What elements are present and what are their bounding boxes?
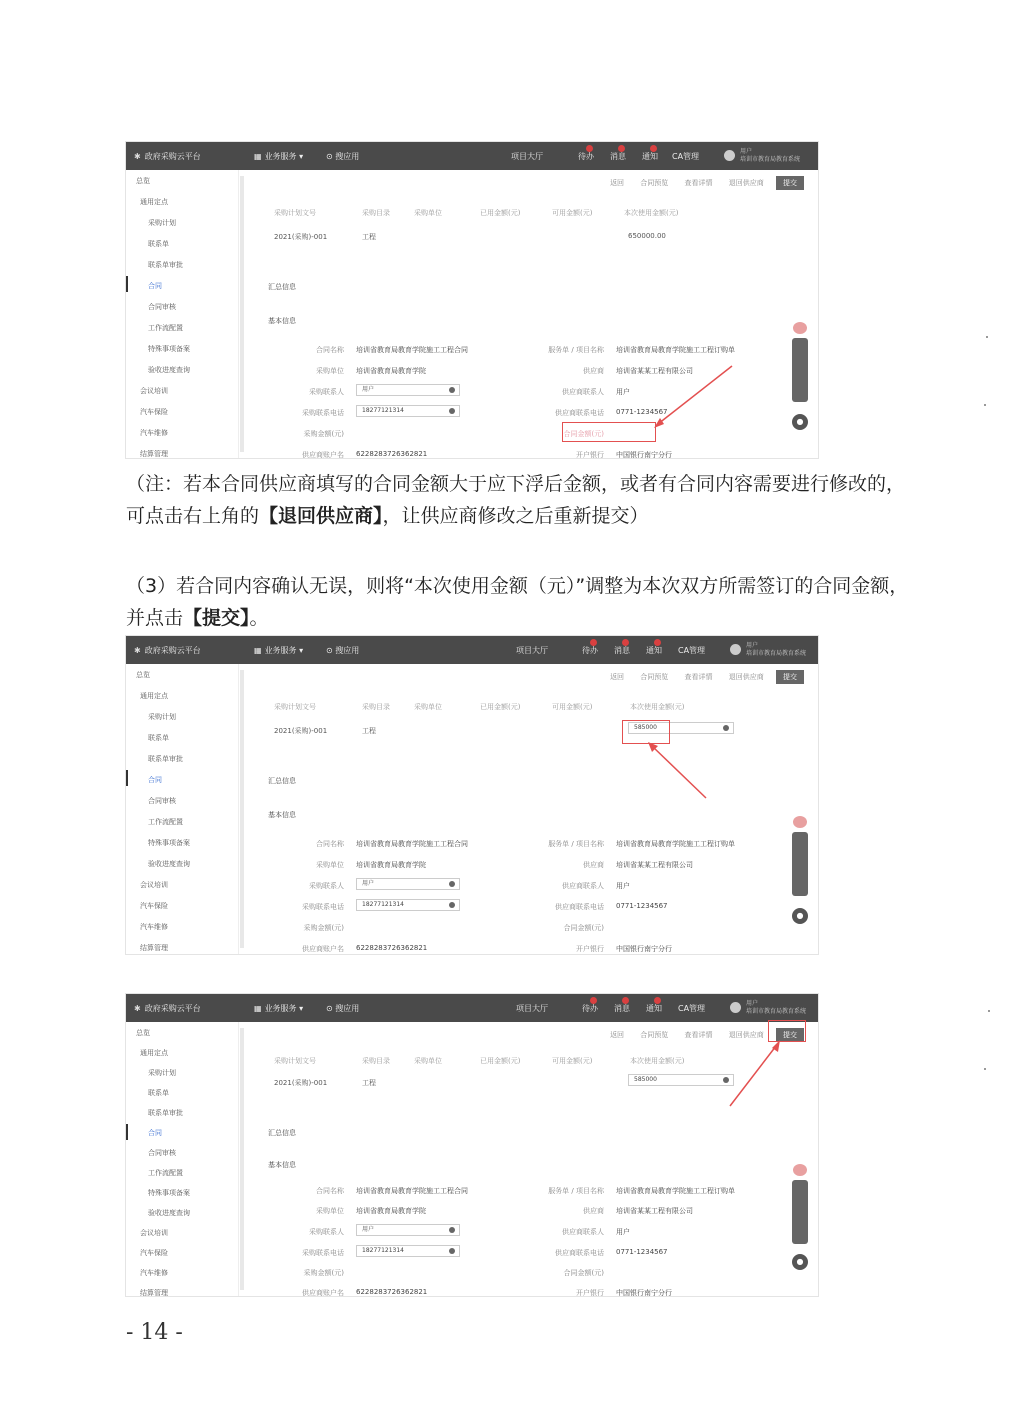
field-label: 合同名称	[316, 346, 344, 354]
field-label: 开户银行	[576, 451, 604, 458]
field-label: 供应商联系电话	[555, 1249, 604, 1257]
phone-input[interactable]: 18277121314	[356, 405, 460, 417]
annotation-arrow	[646, 362, 736, 432]
field-label: 供应商	[583, 367, 604, 375]
field-label: 供应商联系人	[562, 1228, 604, 1236]
top-bar	[126, 636, 818, 664]
field-value: 培训省教育局教育学院施工工程合同	[356, 1187, 468, 1195]
sidebar-item-general[interactable]: 通用定点	[140, 198, 168, 206]
platform-logo[interactable]: ✱ 政府采购云平台	[134, 1004, 201, 1013]
sidebar-item-plan[interactable]: 采购计划	[148, 1069, 176, 1077]
chat-icon[interactable]: ●	[792, 908, 808, 924]
table-cell: 2021(采购)-001	[274, 1079, 328, 1087]
action-tabs	[596, 176, 804, 190]
scan-speck	[984, 1068, 986, 1070]
field-label: 合同名称	[316, 840, 344, 848]
nav-notice[interactable]: 通知	[646, 646, 662, 655]
phone-input[interactable]: 18277121314	[356, 1245, 460, 1257]
sidebar-item-contract-review[interactable]: 合同审核	[148, 797, 176, 805]
sidebar-item-repair[interactable]: 汽车维修	[140, 1269, 168, 1277]
table-cell: 2021(采购)-001	[274, 233, 328, 241]
mascot-icon	[793, 322, 807, 334]
field-label: 供应商联系电话	[555, 409, 604, 417]
nav-message[interactable]: 消息	[614, 646, 630, 655]
field-value: 培训省教育局教育学院施工工程订购单	[616, 346, 735, 354]
field-value: 培训省教育局教育学院施工工程合同	[356, 840, 468, 848]
col-header: 已用金额(元)	[480, 1057, 521, 1065]
field-label: 供应商	[583, 1207, 604, 1215]
sidebar-item-special[interactable]: 特殊事项备案	[148, 345, 190, 353]
sidebar-item-general[interactable]: 通用定点	[140, 692, 168, 700]
avatar[interactable]	[730, 1002, 741, 1013]
sidebar-item-contract-review[interactable]: 合同审核	[148, 1149, 176, 1157]
sidebar-item-contact[interactable]: 联系单	[148, 240, 169, 248]
grid-icon: ▦	[254, 1004, 262, 1013]
clear-icon[interactable]	[449, 1248, 455, 1254]
sidebar-item-insurance[interactable]: 汽车保险	[140, 408, 168, 416]
sidebar-item-acceptance[interactable]: 验收进度查询	[148, 1209, 190, 1217]
field-value: 用户	[616, 882, 630, 890]
sidebar-item-contact-approval[interactable]: 联系单审批	[148, 1109, 183, 1117]
float-toolbar[interactable]	[792, 338, 808, 402]
annotation-arrow	[646, 742, 716, 802]
badge-dot	[654, 997, 661, 1004]
clear-icon[interactable]	[449, 387, 455, 393]
sidebar-item-plan[interactable]: 采购计划	[148, 713, 176, 721]
field-value: 培训省某某工程有限公司	[616, 1207, 693, 1215]
nav-todo[interactable]: 待办	[582, 1004, 598, 1013]
field-value: 6228283726362821	[356, 450, 428, 458]
nav-notice[interactable]: 通知	[642, 152, 658, 161]
field-value: 培训省教育局教育学院施工工程订购单	[616, 840, 735, 848]
clear-icon[interactable]	[449, 881, 455, 887]
active-indicator	[126, 276, 128, 292]
field-label: 采购单位	[316, 861, 344, 869]
field-value: 中国银行南宁分行	[616, 451, 672, 458]
contact-input[interactable]: 用户	[356, 384, 460, 396]
sidebar-item-plan[interactable]: 采购计划	[148, 219, 176, 227]
field-label: 服务单 / 项目名称	[548, 1187, 604, 1195]
amount-input[interactable]: 585000	[628, 1074, 734, 1086]
grid-icon: ▦	[254, 152, 262, 161]
submit-button[interactable]: 提交	[776, 670, 804, 684]
field-label: 供应商账户名	[302, 945, 344, 953]
sidebar-item-meeting[interactable]: 会议培训	[140, 387, 168, 395]
basic-title: 基本信息	[268, 1161, 296, 1169]
submit-button[interactable]: 提交	[776, 1028, 804, 1042]
field-label: 供应商联系电话	[555, 903, 604, 911]
float-toolbar[interactable]	[792, 1180, 808, 1244]
field-value: 培训省教育局教育学院施工工程合同	[356, 346, 468, 354]
field-label: 采购金额(元)	[303, 430, 344, 438]
sidebar-item-contact-approval[interactable]: 联系单审批	[148, 261, 183, 269]
col-header: 采购单位	[414, 1057, 442, 1065]
user-info[interactable]: 用户 培训市教育局教育系统	[740, 148, 801, 163]
col-header: 采购目录	[362, 1057, 390, 1065]
detail-button[interactable]: 查看详情	[684, 179, 713, 187]
sidebar-item-contract-review[interactable]: 合同审核	[148, 303, 176, 311]
platform-logo[interactable]: ✱ 政府采购云平台	[134, 152, 201, 161]
scan-speck	[986, 336, 988, 338]
sidebar-item-insurance[interactable]: 汽车保险	[140, 1249, 168, 1257]
sidebar-item-contract[interactable]: 合同	[148, 1129, 162, 1137]
sidebar-item-repair[interactable]: 汽车维修	[140, 429, 168, 437]
field-label: 采购联系人	[309, 882, 344, 890]
field-value: 培训省教育局教育学院施工工程订购单	[616, 1187, 735, 1195]
col-header: 已用金额(元)	[480, 703, 521, 711]
summary-title: 汇总信息	[268, 283, 296, 291]
col-header: 采购计划文号	[274, 1057, 316, 1065]
badge-dot	[654, 639, 661, 646]
field-label: 采购联系人	[309, 388, 344, 396]
col-header: 采购目录	[362, 209, 390, 217]
sidebar-item-acceptance[interactable]: 验收进度查询	[148, 860, 190, 868]
nav-todo[interactable]: 待办	[582, 646, 598, 655]
amount-cell: 650000.00	[628, 232, 666, 240]
logo-icon: ✱	[134, 646, 141, 655]
detail-button[interactable]: 查看详情	[684, 673, 713, 681]
table-cell: 工程	[362, 727, 376, 735]
preview-button[interactable]: 合同预览	[640, 1031, 669, 1039]
logo-icon: ✱	[134, 1004, 141, 1013]
badge-dot	[622, 997, 629, 1004]
sidebar-item-repair[interactable]: 汽车维修	[140, 923, 168, 931]
highlight-box	[622, 720, 670, 744]
badge-dot	[618, 145, 625, 152]
sidebar-item-overview[interactable]: 总览	[136, 177, 150, 185]
field-label: 供应商联系人	[562, 388, 604, 396]
badge-dot	[650, 145, 657, 152]
nav-message[interactable]: 消息	[610, 152, 626, 161]
field-label: 采购单位	[316, 367, 344, 375]
table-cell: 2021(采购)-001	[274, 727, 328, 735]
screenshot-2	[126, 636, 818, 954]
nav-notice[interactable]: 通知	[646, 1004, 662, 1013]
field-value: 培训省教育局教育学院	[356, 861, 426, 869]
field-label: 合同金额(元)	[563, 924, 604, 932]
clear-icon[interactable]	[449, 1227, 455, 1233]
badge-dot	[590, 997, 597, 1004]
field-label: 采购金额(元)	[303, 1269, 344, 1277]
business-menu[interactable]: ▦ 业务服务 ▾	[254, 646, 304, 655]
sidebar-item-contact[interactable]: 联系单	[148, 1089, 169, 1097]
project-hall[interactable]: 项目大厅	[516, 1004, 548, 1013]
basic-title: 基本信息	[268, 811, 296, 819]
sidebar-item-settlement[interactable]: 结算管理	[140, 944, 168, 952]
return-supplier-button[interactable]: 退回供应商	[728, 1031, 764, 1039]
user-info[interactable]: 用户 培训市教育局教育系统	[746, 1000, 807, 1015]
col-header: 采购计划文号	[274, 703, 316, 711]
field-value: 0771-1234567	[616, 408, 668, 416]
field-value: 用户	[616, 1228, 630, 1236]
col-header: 采购目录	[362, 703, 390, 711]
chat-icon[interactable]: ●	[792, 414, 808, 430]
field-value: 培训省教育局教育学院	[356, 1207, 426, 1215]
basic-title: 基本信息	[268, 317, 296, 325]
sidebar-item-acceptance[interactable]: 验收进度查询	[148, 366, 190, 374]
field-value: 培训省某某工程有限公司	[616, 367, 693, 375]
field-label: 开户银行	[576, 1289, 604, 1296]
sidebar	[126, 664, 239, 954]
field-label: 供应商账户名	[302, 451, 344, 458]
summary-title: 汇总信息	[268, 777, 296, 785]
sidebar-item-workflow[interactable]: 工作流配置	[148, 1169, 183, 1177]
field-label: 合同金额(元)	[563, 1269, 604, 1277]
note-paragraph: （注：若本合同供应商填写的合同金额大于应下浮后金额，或者有合同内容需要进行修改的，可点击右上角的【退回供应商】，让供应商修改之后重新提交）	[126, 473, 906, 527]
field-label: 采购金额(元)	[303, 924, 344, 932]
sidebar-item-contact[interactable]: 联系单	[148, 734, 169, 742]
chat-icon[interactable]: ●	[792, 1254, 808, 1270]
highlight-box	[768, 1020, 806, 1042]
table-cell: 工程	[362, 1079, 376, 1087]
field-value: 中国银行南宁分行	[616, 945, 672, 953]
business-menu[interactable]: ▦ 业务服务 ▾	[254, 152, 304, 161]
field-value: 0771-1234567	[616, 1248, 668, 1256]
amount-input[interactable]: 585000	[628, 722, 734, 734]
field-value: 6228283726362821	[356, 1288, 428, 1296]
col-header: 采购单位	[414, 703, 442, 711]
page-number: - 14 -	[126, 1320, 183, 1345]
top-bar	[126, 142, 818, 170]
field-label: 合同金额(元)	[563, 430, 604, 438]
sidebar	[126, 170, 239, 458]
col-header: 已用金额(元)	[480, 209, 521, 217]
badge-dot	[590, 639, 597, 646]
col-header: 本次使用金额(元)	[630, 1057, 685, 1065]
field-value: 培训省教育局教育学院	[356, 367, 426, 375]
col-header: 本次使用金额(元)	[630, 703, 685, 711]
annotation-arrow	[726, 1040, 786, 1110]
logo-icon: ✱	[134, 152, 141, 161]
field-value: 用户	[616, 388, 630, 396]
field-value: 培训省某某工程有限公司	[616, 861, 693, 869]
sidebar-item-settlement[interactable]: 结算管理	[140, 1289, 168, 1296]
nav-ca[interactable]: CA管理	[678, 1004, 706, 1013]
return-supplier-ref: 【退回供应商】	[259, 505, 383, 527]
preview-button[interactable]: 合同预览	[640, 179, 669, 187]
return-supplier-button[interactable]: 退回供应商	[728, 179, 764, 187]
sidebar-item-overview[interactable]: 总览	[136, 1029, 150, 1037]
field-label: 服务单 / 项目名称	[548, 840, 604, 848]
sidebar	[126, 1022, 239, 1296]
clear-icon[interactable]	[449, 408, 455, 414]
grid-icon: ▦	[254, 646, 262, 655]
sidebar-item-special[interactable]: 特殊事项备案	[148, 1189, 190, 1197]
nav-message[interactable]: 消息	[614, 1004, 630, 1013]
field-label: 供应商账户名	[302, 1289, 344, 1296]
contact-input[interactable]: 用户	[356, 878, 460, 890]
search-app[interactable]: ⊙ 搜应用	[326, 646, 360, 655]
field-label: 服务单 / 项目名称	[548, 346, 604, 354]
active-indicator	[126, 1124, 128, 1140]
main-content	[244, 664, 810, 954]
field-label: 采购联系人	[309, 1228, 344, 1236]
field-label: 采购联系电话	[302, 903, 344, 911]
col-header: 可用金额(元)	[552, 703, 593, 711]
scan-speck	[988, 1010, 990, 1012]
phone-input[interactable]: 18277121314	[356, 899, 460, 911]
sidebar-item-general[interactable]: 通用定点	[140, 1049, 168, 1057]
top-bar	[126, 994, 818, 1022]
col-header: 本次使用金额(元)	[624, 209, 679, 217]
nav-todo[interactable]: 待办	[578, 152, 594, 161]
clear-icon[interactable]	[723, 725, 729, 731]
sidebar-item-contract[interactable]: 合同	[148, 776, 162, 784]
back-button[interactable]: 返回	[610, 179, 625, 187]
back-button[interactable]: 返回	[610, 673, 625, 681]
avatar[interactable]	[724, 150, 735, 161]
float-toolbar[interactable]	[792, 832, 808, 896]
col-header: 可用金额(元)	[552, 209, 593, 217]
action-tabs	[596, 670, 804, 684]
field-label: 采购联系电话	[302, 1249, 344, 1257]
detail-button[interactable]: 查看详情	[684, 1031, 713, 1039]
field-label: 采购联系电话	[302, 409, 344, 417]
screenshot-1	[126, 142, 818, 458]
project-hall[interactable]: 项目大厅	[511, 152, 543, 161]
sidebar-item-meeting[interactable]: 会议培训	[140, 1229, 168, 1237]
mascot-icon	[793, 816, 807, 828]
nav-ca[interactable]: CA管理	[678, 646, 706, 655]
contact-input[interactable]: 用户	[356, 1224, 460, 1236]
sidebar-item-insurance[interactable]: 汽车保险	[140, 902, 168, 910]
field-value: 中国银行南宁分行	[616, 1289, 672, 1296]
active-indicator	[126, 770, 128, 786]
back-button[interactable]: 返回	[610, 1031, 625, 1039]
field-label: 合同名称	[316, 1187, 344, 1195]
field-value: 0771-1234567	[616, 902, 668, 910]
sidebar-item-workflow[interactable]: 工作流配置	[148, 324, 183, 332]
business-menu[interactable]: ▦ 业务服务 ▾	[254, 1004, 304, 1013]
submit-button[interactable]: 提交	[776, 176, 804, 190]
sidebar-item-settlement[interactable]: 结算管理	[140, 450, 168, 458]
scan-speck	[984, 404, 986, 406]
field-value: 6228283726362821	[356, 944, 428, 952]
field-label: 开户银行	[576, 945, 604, 953]
field-label: 采购单位	[316, 1207, 344, 1215]
sidebar-item-special[interactable]: 特殊事项备案	[148, 839, 190, 847]
summary-title: 汇总信息	[268, 1129, 296, 1137]
col-header: 可用金额(元)	[552, 1057, 593, 1065]
badge-dot	[586, 145, 593, 152]
user-info[interactable]: 用户 培训市教育局教育系统	[746, 642, 807, 657]
nav-ca[interactable]: CA管理	[672, 152, 700, 161]
table-cell: 工程	[362, 233, 376, 241]
avatar[interactable]	[730, 644, 741, 655]
sidebar-item-contact-approval[interactable]: 联系单审批	[148, 755, 183, 763]
sidebar-item-overview[interactable]: 总览	[136, 671, 150, 679]
field-label: 供应商联系人	[562, 882, 604, 890]
field-label: 供应商	[583, 861, 604, 869]
platform-logo[interactable]: ✱ 政府采购云平台	[134, 646, 201, 655]
search-app[interactable]: ⊙ 搜应用	[326, 152, 360, 161]
step3-paragraph: （3）若合同内容确认无误，则将“本次使用金额（元）”调整为本次双方所需签订的合同金额，并点击【提交】。	[126, 575, 909, 629]
preview-button[interactable]: 合同预览	[640, 673, 669, 681]
badge-dot	[622, 639, 629, 646]
sidebar-item-meeting[interactable]: 会议培训	[140, 881, 168, 889]
col-header: 采购计划文号	[274, 209, 316, 217]
clear-icon[interactable]	[449, 902, 455, 908]
sidebar-item-contract[interactable]: 合同	[148, 282, 162, 290]
return-supplier-button[interactable]: 退回供应商	[728, 673, 764, 681]
screenshot-3	[126, 994, 818, 1296]
project-hall[interactable]: 项目大厅	[516, 646, 548, 655]
submit-ref: 【提交】	[183, 607, 250, 629]
col-header: 采购单位	[414, 209, 442, 217]
highlight-box	[562, 422, 656, 442]
search-app[interactable]: ⊙ 搜应用	[326, 1004, 360, 1013]
mascot-icon	[793, 1164, 807, 1176]
sidebar-item-workflow[interactable]: 工作流配置	[148, 818, 183, 826]
